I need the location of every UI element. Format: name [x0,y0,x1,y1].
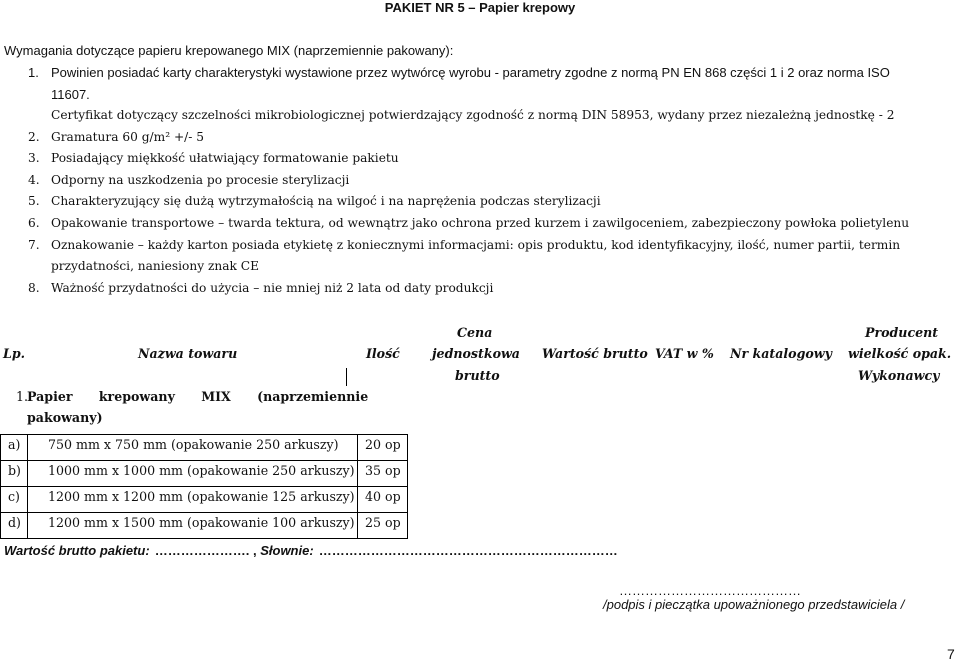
table-rule [0,512,408,513]
signature-dots: …………………………………… [619,583,801,598]
header-producer-line3: Wykonawcy [858,368,940,383]
requirements-intro: Wymagania dotyczące papieru krepowanego MIX (naprzemiennie pakowany): [4,43,454,58]
page-title: PAKIET NR 5 – Papier krepowy [384,0,576,15]
row-qty: 35 op [365,463,401,478]
requirement-text: Posiadający miękkość ułatwiający formatowanie pakietu [51,151,399,165]
requirement-number: 8. [28,281,40,295]
header-price-line2: jednostkowa [432,346,520,361]
requirement-text: Charakteryzujący się dużą wytrzymałością na wilgoć i na naprężenia podczas sterylizacji [51,194,601,208]
requirement-certificate: Certyfikat dotyczący szczelności mikrobiologicznej potwierdzający zgodność z normą DIN 58953, wydany przez niezależną jednostkę - 2 [51,108,895,122]
header-price-line3: brutto [455,368,500,383]
row-letter: b) [8,463,21,478]
row-letter: d) [8,515,21,530]
requirement-1 [28,65,39,80]
requirement-number: 3. [28,151,40,165]
table-rule [27,434,28,539]
table-rule [0,460,408,461]
total-value-line [4,540,618,559]
row-name: 750 mm x 750 mm (opakowanie 250 arkuszy) [48,437,339,452]
header-producer-line1: Producent [865,325,939,340]
page-number: 7 [947,646,955,662]
requirement-text: Gramatura 60 g/m² +/- 5 [51,130,205,144]
header-vat: VAT w % [655,346,714,361]
in-words-label: Słownie: [260,543,314,558]
table-rule [0,486,408,487]
header-gross-value: Wartość brutto [542,346,648,361]
requirement-text: Powinien posiadać karty charakterystyki wystawione przez wytwórcę wyrobu - parametry zgodne z normą PN EN 868 części 1 i 2 oraz norma ISO [51,65,890,80]
requirement-number: 6. [28,216,40,230]
requirement-number: 2. [28,130,40,144]
requirement-text: Odporny na uszkodzenia po procesie sterylizacji [51,173,350,187]
table-rule [407,434,408,539]
row-name: 1000 mm x 1000 mm (opakowanie 250 arkuszy) [48,463,355,478]
row-name: 1200 mm x 1200 mm (opakowanie 125 arkuszy) [48,489,355,504]
row-letter: c) [8,489,20,504]
product-name-line1: Papier krepowany MIX (naprzemiennie [27,389,369,404]
total-value-label: Wartość brutto pakietu: [4,543,150,558]
row-qty: 20 op [365,437,401,452]
requirement-number: 7. [28,238,40,252]
requirement-text: Opakowanie transportowe – twarda tektura, od wewnątrz jako ochrona przed kurzem i zawilgoceniem, zabezpieczony powłoka polietylenu [51,216,910,230]
header-catalog-number: Nr katalogowy [730,346,832,361]
table-rule [0,538,408,539]
requirement-text-cont: przydatności, naniesiony znak CE [51,259,260,273]
in-words-dots: …………………………………………………………… [318,543,618,558]
product-name-line2: pakowany) [27,410,103,425]
row-qty: 40 op [365,489,401,504]
requirement-text: Oznakowanie – każdy karton posiada etykietę z koniecznymi informacjami: opis produktu, kod identyfikacyjny, ilość, numer partii, termin [51,238,901,252]
requirement-text-cont: 11607. [51,87,90,102]
product-lp: 1. [16,389,29,404]
table-rule [346,368,347,386]
requirement-text: Ważność przydatności do użycia – nie mniej niż 2 lata od daty produkcji [51,281,494,295]
header-qty: Ilość [366,346,400,361]
signature-caption: /podpis i pieczątka upoważnionego przedstawiciela / [603,597,905,612]
row-qty: 25 op [365,515,401,530]
header-lp: Lp. [3,346,26,361]
row-letter: a) [8,437,21,452]
table-rule [0,434,408,435]
requirement-number: 4. [28,173,40,187]
table-rule [357,434,358,539]
requirement-number: 1. [28,65,39,80]
requirement-number: 5. [28,194,40,208]
header-producer-line2: wielkość opak. [848,346,952,361]
total-value-dots: …………………. , [154,543,261,558]
header-price-line1: Cena [457,325,493,340]
header-name: Nazwa towaru [138,346,238,361]
table-rule [0,434,1,539]
row-name: 1200 mm x 1500 mm (opakowanie 100 arkuszy) [48,515,355,530]
